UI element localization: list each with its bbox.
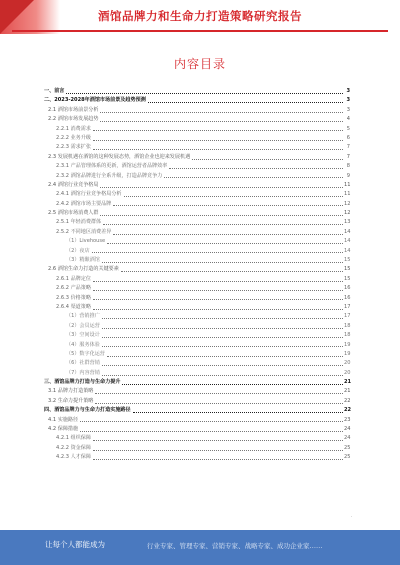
toc-dot-leader (95, 393, 343, 394)
toc-entry-page: 24 (344, 426, 351, 433)
toc-entry[interactable] (44, 416, 350, 425)
toc-entry-page: 11 (344, 191, 351, 198)
toc-entry-page: 8 (346, 163, 350, 170)
toc-entry-page: 22 (344, 397, 351, 404)
toc-entry[interactable] (44, 369, 350, 378)
toc-dot-leader (93, 450, 343, 451)
toc-dot-leader (148, 102, 343, 103)
toc-entry-title: 2.2.3 需求扩张 (56, 144, 91, 151)
header-title: 酒馆品牌力和生命力打造策略研究报告 (98, 9, 302, 23)
toc-entry-page: 7 (346, 153, 350, 160)
toc-dot-leader (80, 431, 343, 432)
toc-entry-title: 2.6 酒馆生命力打造的关键要素 (48, 266, 119, 273)
toc-entry-page: 18 (344, 332, 351, 339)
toc-entry-page: 4 (346, 116, 350, 123)
header-rule (12, 30, 388, 32)
toc-entry-title: 2.2.1 消费需求 (56, 125, 91, 132)
toc-entry[interactable] (44, 228, 350, 237)
toc-entry-page: 9 (346, 172, 350, 179)
toc-entry-title: 2.6.2 产品策略 (56, 285, 91, 292)
toc-dot-leader (100, 112, 343, 113)
toc-entry-page: 5 (346, 125, 350, 132)
toc-entry-page: 20 (344, 360, 351, 367)
toc-dot-leader (102, 365, 343, 366)
toc-entry[interactable] (44, 247, 350, 256)
toc-entry-title: 2.5.2 不同地区消费差异 (56, 228, 112, 235)
toc-entry-page: 15 (344, 257, 351, 264)
toc-dot-leader (102, 337, 343, 338)
toc-entry-page: 14 (344, 238, 351, 245)
toc-entry[interactable] (44, 181, 350, 190)
toc-entry-page: 16 (344, 285, 351, 292)
toc-entry-title: （7）内容营销 (66, 369, 100, 376)
toc-entry[interactable] (44, 200, 350, 209)
toc-entry[interactable] (44, 115, 350, 124)
toc-entry-page: 3 (346, 87, 350, 94)
toc-dot-leader (100, 121, 343, 122)
toc-entry-title: 2.6.1 品牌定位 (56, 275, 91, 282)
toc-entry-title: （1）营销推广 (66, 313, 100, 320)
toc-entry[interactable] (44, 444, 350, 453)
toc-entry-page: 17 (344, 303, 351, 310)
toc-entry[interactable] (44, 303, 350, 312)
toc-entry-title: 2.3.2 酒馆品牌进行全系升级，打造品牌竞争力 (56, 172, 163, 179)
toc-dot-leader (122, 384, 343, 385)
toc-dot-leader (95, 403, 343, 404)
toc-entry-page: 6 (346, 134, 350, 141)
toc-dot-leader (92, 252, 343, 253)
toc-entry-title: 4.2.2 资金保障 (56, 444, 91, 451)
toc-entry-page: 3 (346, 97, 350, 104)
toc-entry-title: 2.5 酒馆市场消费人群 (48, 210, 99, 217)
toc-dot-leader (100, 187, 343, 188)
toc-entry-title: （5）数字化运营 (66, 350, 105, 357)
toc-entry-page: 25 (344, 454, 351, 461)
footer-banner (0, 530, 400, 565)
toc-entry[interactable] (44, 218, 350, 227)
toc-entry[interactable] (44, 209, 350, 218)
toc-entry[interactable] (44, 350, 350, 359)
toc-entry[interactable] (44, 172, 350, 181)
page-marker: · (350, 514, 352, 519)
toc-entry-title: 4.2.3 人才保障 (56, 454, 91, 461)
toc-dot-leader (102, 346, 343, 347)
toc-entry-page: 17 (344, 313, 351, 320)
toc-dot-leader (100, 215, 343, 216)
toc-entry[interactable] (44, 275, 350, 284)
toc-entry[interactable] (44, 331, 350, 340)
toc-dot-leader (103, 224, 343, 225)
toc-entry-title: 二、2023-2028年酒馆市场前景及趋势预测 (44, 97, 146, 104)
toc-dot-leader (66, 93, 343, 94)
toc-entry-title: （2）会员运营 (66, 322, 100, 329)
toc-entry-title: 2.3.1 产品管理体系的更新，酒馆运营者品牌效率 (56, 163, 168, 170)
toc-entry[interactable] (44, 284, 350, 293)
toc-dot-leader (93, 149, 343, 150)
toc-dot-leader (93, 299, 343, 300)
toc-entry-page: 7 (346, 144, 350, 151)
toc-dot-leader (93, 440, 343, 441)
toc-entry-title: 2.6.4 渠道策略 (56, 303, 91, 310)
toc-dot-leader (93, 459, 343, 460)
toc-entry-page: 15 (344, 266, 351, 273)
toc-entry[interactable] (44, 106, 350, 115)
toc-entry[interactable] (44, 96, 350, 105)
toc-dot-leader (93, 281, 343, 282)
toc-entry-title: 2.2 酒馆市场发展趋势 (48, 116, 99, 123)
toc-entry[interactable] (44, 425, 350, 434)
toc-dot-leader (93, 309, 343, 310)
toc-entry[interactable] (44, 256, 350, 265)
toc-entry[interactable] (44, 294, 350, 303)
toc-entry-page: 24 (344, 435, 351, 442)
toc-entry-title: （2）夜店 (66, 247, 90, 254)
toc-dot-leader (80, 421, 343, 422)
toc-entry-title: 2.3 发展机遇在酒馆的这种发展态势，酒馆企业也迎来发展机遇 (48, 153, 191, 160)
toc-entry-title: 四、酒馆品牌力与生命力打造实施路径 (44, 407, 131, 414)
toc-entry-title: 4.1 实施路径 (48, 416, 79, 423)
toc-entry-page: 16 (344, 294, 351, 301)
table-of-contents (44, 87, 350, 507)
toc-entry-title: 2.2.2 业务升级 (56, 134, 91, 141)
toc-entry[interactable] (44, 453, 350, 462)
toc-entry-title: 3.1 品牌力打造策略 (48, 388, 94, 395)
toc-dot-leader (164, 177, 343, 178)
toc-entry[interactable] (44, 153, 350, 162)
toc-dot-leader (121, 271, 343, 272)
toc-dot-leader (93, 140, 343, 141)
toc-entry-page: 14 (344, 228, 351, 235)
toc-entry-page: 25 (344, 444, 351, 451)
toc-entry-page: 12 (344, 210, 351, 217)
toc-entry-page: 19 (344, 341, 351, 348)
toc-entry[interactable] (44, 87, 350, 96)
toc-dot-leader (107, 243, 343, 244)
toc-entry-page: 22 (344, 407, 352, 414)
toc-dot-leader (133, 412, 343, 413)
toc-entry-page: 14 (344, 247, 351, 254)
toc-entry[interactable] (44, 143, 350, 152)
toc-dot-leader (113, 205, 343, 206)
toc-entry[interactable] (44, 359, 350, 368)
toc-entry[interactable] (44, 406, 350, 415)
toc-entry[interactable] (44, 322, 350, 331)
toc-entry-title: 4.2 保障措施 (48, 426, 79, 433)
toc-entry[interactable] (44, 237, 350, 246)
toc-entry-title: 2.4 酒馆行业竞争格局 (48, 181, 99, 188)
toc-dot-leader (113, 234, 343, 235)
toc-entry-title: 一、前言 (44, 87, 65, 94)
toc-entry-title: 3.2 生命力提升策略 (48, 397, 94, 404)
toc-dot-leader (192, 159, 343, 160)
toc-entry-page: 21 (344, 379, 352, 386)
toc-dot-leader (93, 290, 343, 291)
toc-entry[interactable] (44, 162, 350, 171)
toc-entry-title: 2.5.1 年轻消费群体 (56, 219, 102, 226)
toc-entry-title: 2.4.2 酒馆市场主要品牌 (56, 200, 112, 207)
toc-entry-page: 19 (344, 350, 351, 357)
toc-entry-title: （3）精酿酒馆 (66, 257, 100, 264)
document-header (0, 0, 400, 34)
toc-entry-title: （4）服务体验 (66, 341, 100, 348)
toc-entry[interactable] (44, 312, 350, 321)
toc-entry-page: 13 (344, 219, 351, 226)
toc-entry[interactable] (44, 341, 350, 350)
toc-dot-leader (102, 262, 343, 263)
toc-entry[interactable] (44, 125, 350, 134)
toc-entry-title: 4.2.1 组织保障 (56, 435, 91, 442)
toc-dot-leader (169, 168, 343, 169)
toc-entry-title: （1）Livehouse (66, 238, 106, 245)
toc-dot-leader (93, 130, 343, 131)
toc-entry-page: 15 (344, 275, 351, 282)
toc-entry-page: 11 (344, 181, 351, 188)
toc-entry-page: 12 (344, 200, 351, 207)
toc-entry[interactable] (44, 388, 350, 397)
toc-entry-page: 21 (344, 388, 351, 395)
toc-dot-leader (124, 196, 343, 197)
toc-dot-leader (102, 318, 343, 319)
toc-entry-title: 2.1 酒馆市场前景分析 (48, 106, 99, 113)
toc-entry[interactable] (44, 134, 350, 143)
footer-left-text: 让每个人都能成为 (45, 540, 105, 549)
toc-entry-title: 三、酒馆品牌力打造与生命力提升 (44, 379, 121, 386)
toc-entry[interactable] (44, 265, 350, 274)
toc-entry-page: 23 (344, 416, 351, 423)
toc-dot-leader (102, 375, 343, 376)
toc-entry-page: 20 (344, 369, 351, 376)
toc-entry-page: 3 (346, 106, 350, 113)
toc-entry[interactable] (44, 434, 350, 443)
toc-title: 内容目录 (173, 57, 226, 71)
toc-entry-title: 2.4.1 酒馆行业竞争格局分析 (56, 191, 122, 198)
toc-entry[interactable] (44, 378, 350, 387)
toc-entry-page: 18 (344, 322, 351, 329)
toc-dot-leader (102, 328, 343, 329)
toc-dot-leader (107, 356, 343, 357)
toc-entry-title: 2.6.3 价格策略 (56, 294, 91, 301)
footer-right-text: 行业专家、管理专家、营销专家、战略专家、成功企业家…… (147, 542, 323, 550)
toc-entry-title: （3）空间设计 (66, 332, 100, 339)
toc-entry-title: （6）社群营销 (66, 360, 100, 367)
toc-entry[interactable] (44, 397, 350, 406)
toc-entry[interactable] (44, 190, 350, 199)
